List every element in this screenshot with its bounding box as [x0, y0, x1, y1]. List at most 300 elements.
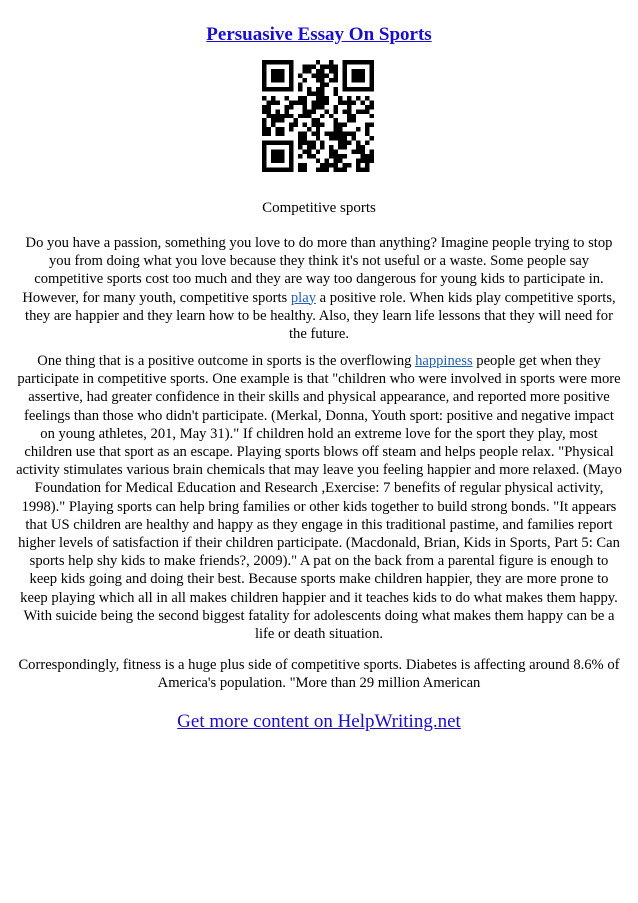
qr-module [289, 159, 293, 163]
qr-module [284, 109, 288, 113]
qr-module [289, 154, 293, 158]
qr-module [356, 73, 360, 77]
qr-module [329, 60, 333, 64]
qr-module [262, 168, 266, 172]
qr-module [275, 127, 279, 131]
qr-module [293, 123, 297, 127]
qr-module [289, 123, 293, 127]
qr-module [343, 100, 347, 104]
qr-module [275, 114, 279, 118]
qr-module [271, 78, 275, 82]
qr-module [320, 69, 324, 73]
qr-module [370, 73, 374, 77]
qr-module [347, 109, 351, 113]
qr-module [298, 87, 302, 91]
qr-module [370, 123, 374, 127]
qr-module [329, 163, 333, 167]
qr-module [302, 123, 306, 127]
qr-module [275, 150, 279, 154]
qr-module [302, 105, 306, 109]
qr-module [334, 168, 338, 172]
qr-module [325, 132, 329, 136]
qr-module [352, 69, 356, 73]
qr-module [311, 145, 315, 149]
qr-module [307, 145, 311, 149]
qr-module [280, 78, 284, 82]
qr-module [325, 64, 329, 68]
qr-module [361, 78, 365, 82]
qr-module [302, 109, 306, 113]
qr-module [307, 109, 311, 113]
qr-module [352, 60, 356, 64]
qr-module [320, 82, 324, 86]
qr-module [334, 78, 338, 82]
qr-module [302, 100, 306, 104]
qr-module [316, 69, 320, 73]
qr-module [307, 64, 311, 68]
qr-module [316, 100, 320, 104]
qr-module [262, 141, 266, 145]
qr-module [262, 123, 266, 127]
qr-module [280, 60, 284, 64]
qr-module [361, 69, 365, 73]
qr-module [275, 78, 279, 82]
qr-module [262, 96, 266, 100]
qr-module [347, 96, 351, 100]
qr-module [325, 159, 329, 163]
qr-module [343, 141, 347, 145]
qr-module [361, 145, 365, 149]
qr-module [311, 154, 315, 158]
qr-module [307, 154, 311, 158]
qr-module [325, 96, 329, 100]
qr-module [271, 118, 275, 122]
qr-module [280, 87, 284, 91]
qr-module [275, 154, 279, 158]
qr-module [289, 60, 293, 64]
qr-module [289, 69, 293, 73]
qr-module [262, 87, 266, 91]
qr-module [289, 82, 293, 86]
qr-module [275, 159, 279, 163]
qr-module [275, 118, 279, 122]
qr-module [334, 132, 338, 136]
qr-module [316, 123, 320, 127]
qr-module [316, 168, 320, 172]
qr-module [280, 69, 284, 73]
qr-module [289, 105, 293, 109]
qr-module [271, 96, 275, 100]
qr-module [280, 168, 284, 172]
qr-module [370, 154, 374, 158]
qr-module [298, 163, 302, 167]
qr-module [271, 159, 275, 163]
qr-module [320, 78, 324, 82]
qr-module [347, 105, 351, 109]
qr-module [343, 145, 347, 149]
qr-module [280, 127, 284, 131]
qr-module [266, 127, 270, 131]
qr-module [316, 132, 320, 136]
qr-module [316, 78, 320, 82]
qr-module [343, 82, 347, 86]
qr-module [289, 73, 293, 77]
qr-module [289, 127, 293, 131]
qr-module [338, 145, 342, 149]
qr-module [262, 69, 266, 73]
qr-module [365, 105, 369, 109]
paragraph-1-text-b: a positive role. When kids play competitive sports, they are happier and they learn how to be healthy. Also, they learn life lessons that they will need for the future. [25, 289, 616, 343]
qr-module [343, 87, 347, 91]
qr-module [302, 64, 306, 68]
link-play[interactable]: play [290, 289, 316, 306]
qr-module [302, 132, 306, 136]
qr-module [370, 136, 374, 140]
qr-module [352, 118, 356, 122]
qr-module [320, 114, 324, 118]
qr-module [352, 87, 356, 91]
qr-module [271, 100, 275, 104]
qr-module [262, 64, 266, 68]
qr-module [320, 145, 324, 149]
qr-module [361, 73, 365, 77]
qr-module [347, 100, 351, 104]
qr-module [289, 141, 293, 145]
qr-module [320, 87, 324, 91]
qr-module [275, 109, 279, 113]
qr-module [320, 100, 324, 104]
qr-module [356, 78, 360, 82]
qr-module [298, 132, 302, 136]
qr-module [334, 69, 338, 73]
qr-module [302, 141, 306, 145]
qr-module [365, 109, 369, 113]
qr-module [320, 168, 324, 172]
qr-module [343, 78, 347, 82]
qr-module [266, 87, 270, 91]
qr-module [298, 100, 302, 104]
qr-module [275, 100, 279, 104]
qr-module [343, 64, 347, 68]
qr-module [334, 118, 338, 122]
qr-module [275, 69, 279, 73]
qr-module [280, 132, 284, 136]
qr-module [338, 141, 342, 145]
qr-module [325, 163, 329, 167]
get-more-content-link[interactable]: Get more content on HelpWriting.net [177, 711, 461, 732]
qr-module [289, 168, 293, 172]
qr-module [365, 163, 369, 167]
qr-module [370, 150, 374, 154]
qr-module [365, 127, 369, 131]
qr-module [271, 69, 275, 73]
qr-module [316, 87, 320, 91]
qr-module [329, 69, 333, 73]
qr-module [302, 136, 306, 140]
qr-module [370, 100, 374, 104]
qr-module [338, 154, 342, 158]
qr-module [280, 141, 284, 145]
qr-module [352, 114, 356, 118]
qr-module [365, 123, 369, 127]
qr-module [275, 168, 279, 172]
qr-module [356, 168, 360, 172]
qr-module [356, 159, 360, 163]
qr-module [266, 114, 270, 118]
qr-module [343, 132, 347, 136]
qr-module [365, 154, 369, 158]
qr-code-icon [262, 60, 374, 172]
qr-module [343, 123, 347, 127]
qr-module [334, 150, 338, 154]
qr-module [361, 60, 365, 64]
qr-module [271, 87, 275, 91]
qr-module [275, 73, 279, 77]
qr-module [370, 159, 374, 163]
qr-module [302, 114, 306, 118]
qr-module [361, 168, 365, 172]
qr-module [329, 154, 333, 158]
qr-module [356, 150, 360, 154]
qr-module [334, 105, 338, 109]
qr-module [338, 96, 342, 100]
qr-module [280, 118, 284, 122]
qr-module [284, 141, 288, 145]
qr-module [361, 100, 365, 104]
paragraph-2 [16, 352, 622, 643]
qr-module [356, 109, 360, 113]
qr-module [334, 136, 338, 140]
qr-module [284, 114, 288, 118]
qr-module [334, 109, 338, 113]
qr-module [325, 82, 329, 86]
qr-module [343, 60, 347, 64]
qr-module [280, 150, 284, 154]
qr-module [266, 105, 270, 109]
qr-module [284, 105, 288, 109]
qr-module [365, 132, 369, 136]
paragraph-3 [16, 656, 622, 692]
qr-module [302, 78, 306, 82]
paragraph-2-text-a: One thing that is a positive outcome in sports is the overflowing [37, 353, 416, 369]
qr-module [347, 114, 351, 118]
qr-module [334, 154, 338, 158]
qr-module [307, 127, 311, 131]
qr-module [361, 109, 365, 113]
qr-module [298, 114, 302, 118]
qr-module [262, 127, 266, 131]
qr-module [370, 87, 374, 91]
qr-module [298, 154, 302, 158]
qr-module [311, 100, 315, 104]
qr-module [302, 96, 306, 100]
qr-module [334, 127, 338, 131]
qr-module [293, 118, 297, 122]
qr-module [284, 168, 288, 172]
qr-module [329, 145, 333, 149]
qr-module [307, 141, 311, 145]
qr-module [284, 60, 288, 64]
qr-module [365, 60, 369, 64]
qr-module [325, 100, 329, 104]
qr-module [365, 141, 369, 145]
qr-module [298, 96, 302, 100]
qr-module [338, 127, 342, 131]
qr-module [316, 127, 320, 131]
qr-module [334, 159, 338, 163]
qr-module [329, 78, 333, 82]
qr-module [271, 154, 275, 158]
qr-module [302, 163, 306, 167]
qr-module [370, 105, 374, 109]
qr-module [316, 73, 320, 77]
qr-module [343, 109, 347, 113]
paragraph-2-text-b: people get when they participate in competitive sports. One example is that "children who were involved in sports were more assertive, had greater confidence in their skills and physical appearance, and reported more positive feelings than those who didn't participate. (Merkal, Donna, Youth sport: positive and negative impact on young athletes, 201, May 31)." If children hold an extreme love for the sport they play, most children use that sport as an escape. Playing sports blows off steam and helps people relax. "Physical activity stimulates various brain chemicals that may leave you feeling happier and more relaxed. (Mayo Foundation for Medical Education and Research ,Exercise: 7 benefits of regular physical activity, 1998)." Playing sports can help bring families or other kids together to build strong bonds. "It appears that US children are healthy and happy as they engage in this traditional pastime, and families report higher levels of satisfaction if their children participate. (Macdonald, Brian, Kids in Sports, Part 5: Can sports help shy kids to make friends?, 2009)." A pat on the back from a parental figure is enough to keep kids going and doing their best. Because sports make children happier, they are more prone to keep playing which all in all makes children happier and it teaches kids to do what makes them happy. With suicide being the second biggest fatality for adolescents doing what makes them happy can be a life or death situation. [16, 353, 622, 643]
qr-module [356, 60, 360, 64]
qr-module [289, 100, 293, 104]
qr-module [289, 145, 293, 149]
qr-module [262, 163, 266, 167]
qr-module [334, 87, 338, 91]
qr-module [338, 132, 342, 136]
qr-module [338, 100, 342, 104]
qr-module [334, 73, 338, 77]
qr-module [262, 82, 266, 86]
qr-module [338, 123, 342, 127]
qr-module [316, 91, 320, 95]
link-happiness[interactable]: happiness [415, 353, 473, 369]
qr-module [298, 82, 302, 86]
qr-module [343, 168, 347, 172]
qr-module [302, 69, 306, 73]
qr-module [320, 123, 324, 127]
qr-module [320, 163, 324, 167]
qr-module [262, 132, 266, 136]
qr-module [347, 60, 351, 64]
qr-module [311, 73, 315, 77]
qr-module [298, 145, 302, 149]
qr-module [338, 168, 342, 172]
qr-module [320, 64, 324, 68]
qr-module [289, 163, 293, 167]
qr-module [316, 105, 320, 109]
qr-module [271, 60, 275, 64]
qr-module [298, 168, 302, 172]
qr-module [293, 100, 297, 104]
qr-module [365, 96, 369, 100]
qr-module [356, 127, 360, 131]
qr-module [338, 159, 342, 163]
qr-module [280, 159, 284, 163]
qr-module [307, 91, 311, 95]
qr-module [365, 168, 369, 172]
qr-module [370, 78, 374, 82]
qr-module [311, 132, 315, 136]
qr-module [271, 168, 275, 172]
qr-module [298, 136, 302, 140]
qr-module [316, 96, 320, 100]
qr-code-graphic [262, 60, 374, 172]
qr-module [266, 109, 270, 113]
qr-module [334, 163, 338, 167]
qr-module [262, 60, 266, 64]
qr-module [361, 154, 365, 158]
qr-module [334, 91, 338, 95]
qr-module [284, 96, 288, 100]
qr-module [316, 150, 320, 154]
qr-module [329, 64, 333, 68]
qr-module [320, 141, 324, 145]
qr-module [361, 159, 365, 163]
qr-module [262, 154, 266, 158]
document-title[interactable]: Persuasive Essay On Sports [206, 24, 432, 45]
qr-module [352, 78, 356, 82]
qr-module [262, 159, 266, 163]
qr-module [356, 69, 360, 73]
qr-module [343, 69, 347, 73]
qr-module [280, 114, 284, 118]
qr-module [289, 87, 293, 91]
qr-module [302, 168, 306, 172]
qr-module [266, 60, 270, 64]
qr-module [365, 159, 369, 163]
paragraph-1-text-a: Do you have a passion, something you love to do more than anything? Imagine people trying to stop you from doing what you love because they think it's not useful or a waste. Some people say competitive sports cost too much and they are way too dangerous for young kids to participate in. However, for many youth, competitive sports [22, 235, 613, 306]
qr-module [311, 91, 315, 95]
qr-module [284, 87, 288, 91]
qr-module [289, 150, 293, 154]
qr-module [343, 163, 347, 167]
qr-module [262, 109, 266, 113]
qr-module [343, 73, 347, 77]
qr-module [275, 87, 279, 91]
qr-module [280, 73, 284, 77]
qr-module [329, 150, 333, 154]
qr-module [356, 96, 360, 100]
qr-module [271, 114, 275, 118]
qr-module [311, 64, 315, 68]
qr-module [347, 141, 351, 145]
qr-module [329, 136, 333, 140]
qr-module [316, 136, 320, 140]
qr-module [262, 150, 266, 154]
essay-subtitle: Competitive sports [262, 200, 376, 216]
qr-module [271, 123, 275, 127]
qr-module [361, 87, 365, 91]
qr-module [289, 114, 293, 118]
qr-module [320, 73, 324, 77]
qr-module [275, 132, 279, 136]
qr-module [370, 114, 374, 118]
qr-module [266, 100, 270, 104]
qr-module [329, 114, 333, 118]
qr-module [365, 87, 369, 91]
qr-module [356, 87, 360, 91]
qr-module [361, 150, 365, 154]
qr-module [262, 78, 266, 82]
qr-module [343, 136, 347, 140]
qr-module [298, 141, 302, 145]
qr-module [320, 91, 324, 95]
qr-module [289, 78, 293, 82]
qr-module [352, 136, 356, 140]
qr-module [356, 163, 360, 167]
qr-module [289, 64, 293, 68]
qr-module [307, 150, 311, 154]
qr-module [352, 150, 356, 154]
qr-module [262, 73, 266, 77]
qr-module [311, 105, 315, 109]
qr-module [347, 87, 351, 91]
